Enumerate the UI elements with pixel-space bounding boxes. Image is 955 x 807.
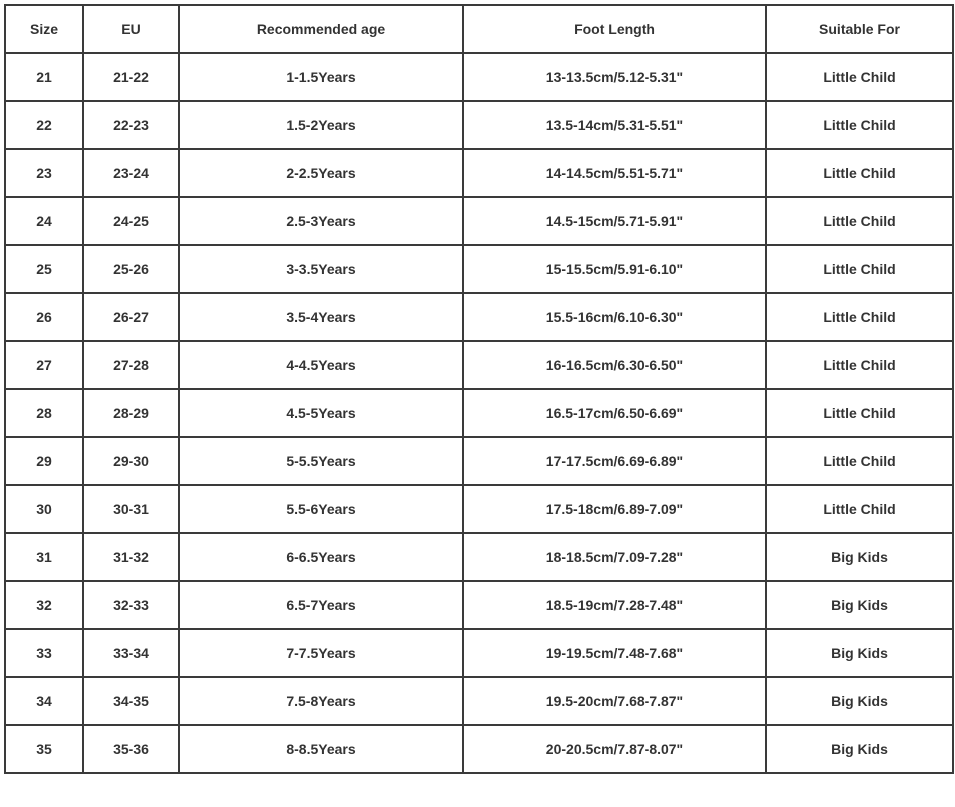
cell-eu: 26-27 — [83, 293, 179, 341]
table-row — [5, 341, 953, 389]
table-header-row — [5, 5, 953, 53]
cell-eu: 21-22 — [83, 53, 179, 101]
table-row — [5, 533, 953, 581]
table-row — [5, 101, 953, 149]
cell-size: 29 — [5, 437, 83, 485]
cell-eu: 30-31 — [83, 485, 179, 533]
cell-eu: 25-26 — [83, 245, 179, 293]
cell-recommended-age: 5.5-6Years — [179, 485, 463, 533]
cell-suitable-for: Little Child — [766, 293, 953, 341]
cell-suitable-for: Little Child — [766, 101, 953, 149]
cell-size: 24 — [5, 197, 83, 245]
table-row — [5, 53, 953, 101]
cell-suitable-for: Little Child — [766, 389, 953, 437]
table-row — [5, 197, 953, 245]
cell-foot-length: 20-20.5cm/7.87-8.07" — [463, 725, 766, 773]
table-row — [5, 485, 953, 533]
cell-size: 27 — [5, 341, 83, 389]
cell-suitable-for: Big Kids — [766, 533, 953, 581]
cell-recommended-age: 1.5-2Years — [179, 101, 463, 149]
cell-eu: 28-29 — [83, 389, 179, 437]
cell-size: 28 — [5, 389, 83, 437]
cell-suitable-for: Little Child — [766, 485, 953, 533]
table-row — [5, 293, 953, 341]
cell-foot-length: 14.5-15cm/5.71-5.91" — [463, 197, 766, 245]
cell-foot-length: 18-18.5cm/7.09-7.28" — [463, 533, 766, 581]
table-row — [5, 581, 953, 629]
cell-recommended-age: 3.5-4Years — [179, 293, 463, 341]
cell-suitable-for: Big Kids — [766, 581, 953, 629]
cell-eu: 35-36 — [83, 725, 179, 773]
cell-size: 34 — [5, 677, 83, 725]
cell-size: 35 — [5, 725, 83, 773]
cell-size: 21 — [5, 53, 83, 101]
cell-recommended-age: 5-5.5Years — [179, 437, 463, 485]
cell-recommended-age: 7.5-8Years — [179, 677, 463, 725]
cell-eu: 31-32 — [83, 533, 179, 581]
cell-recommended-age: 3-3.5Years — [179, 245, 463, 293]
cell-size: 22 — [5, 101, 83, 149]
table-row — [5, 629, 953, 677]
cell-suitable-for: Little Child — [766, 341, 953, 389]
cell-foot-length: 13.5-14cm/5.31-5.51" — [463, 101, 766, 149]
cell-eu: 23-24 — [83, 149, 179, 197]
table-row — [5, 149, 953, 197]
cell-foot-length: 16.5-17cm/6.50-6.69" — [463, 389, 766, 437]
cell-foot-length: 19.5-20cm/7.68-7.87" — [463, 677, 766, 725]
cell-size: 30 — [5, 485, 83, 533]
cell-foot-length: 17.5-18cm/6.89-7.09" — [463, 485, 766, 533]
cell-eu: 27-28 — [83, 341, 179, 389]
cell-eu: 34-35 — [83, 677, 179, 725]
cell-eu: 22-23 — [83, 101, 179, 149]
cell-recommended-age: 4.5-5Years — [179, 389, 463, 437]
cell-recommended-age: 2-2.5Years — [179, 149, 463, 197]
header-recommended-age: Recommended age — [179, 5, 463, 53]
cell-size: 25 — [5, 245, 83, 293]
cell-suitable-for: Big Kids — [766, 629, 953, 677]
header-size: Size — [5, 5, 83, 53]
cell-foot-length: 17-17.5cm/6.69-6.89" — [463, 437, 766, 485]
cell-recommended-age: 2.5-3Years — [179, 197, 463, 245]
cell-recommended-age: 1-1.5Years — [179, 53, 463, 101]
cell-suitable-for: Little Child — [766, 245, 953, 293]
cell-foot-length: 19-19.5cm/7.48-7.68" — [463, 629, 766, 677]
cell-recommended-age: 6-6.5Years — [179, 533, 463, 581]
cell-suitable-for: Big Kids — [766, 725, 953, 773]
cell-recommended-age: 7-7.5Years — [179, 629, 463, 677]
cell-suitable-for: Little Child — [766, 149, 953, 197]
cell-suitable-for: Big Kids — [766, 677, 953, 725]
cell-foot-length: 15.5-16cm/6.10-6.30" — [463, 293, 766, 341]
header-eu: EU — [83, 5, 179, 53]
cell-size: 31 — [5, 533, 83, 581]
cell-recommended-age: 4-4.5Years — [179, 341, 463, 389]
cell-size: 23 — [5, 149, 83, 197]
cell-size: 33 — [5, 629, 83, 677]
cell-eu: 24-25 — [83, 197, 179, 245]
cell-size: 32 — [5, 581, 83, 629]
cell-eu: 33-34 — [83, 629, 179, 677]
cell-foot-length: 13-13.5cm/5.12-5.31" — [463, 53, 766, 101]
cell-eu: 29-30 — [83, 437, 179, 485]
table-row — [5, 437, 953, 485]
size-chart-table — [4, 4, 954, 774]
cell-foot-length: 16-16.5cm/6.30-6.50" — [463, 341, 766, 389]
cell-foot-length: 14-14.5cm/5.51-5.71" — [463, 149, 766, 197]
table-row — [5, 245, 953, 293]
cell-suitable-for: Little Child — [766, 437, 953, 485]
header-suitable-for: Suitable For — [766, 5, 953, 53]
cell-suitable-for: Little Child — [766, 53, 953, 101]
cell-eu: 32-33 — [83, 581, 179, 629]
cell-foot-length: 15-15.5cm/5.91-6.10" — [463, 245, 766, 293]
cell-suitable-for: Little Child — [766, 197, 953, 245]
cell-recommended-age: 8-8.5Years — [179, 725, 463, 773]
table-row — [5, 677, 953, 725]
cell-foot-length: 18.5-19cm/7.28-7.48" — [463, 581, 766, 629]
table-row — [5, 725, 953, 773]
table-row — [5, 389, 953, 437]
cell-recommended-age: 6.5-7Years — [179, 581, 463, 629]
cell-size: 26 — [5, 293, 83, 341]
header-foot-length: Foot Length — [463, 5, 766, 53]
